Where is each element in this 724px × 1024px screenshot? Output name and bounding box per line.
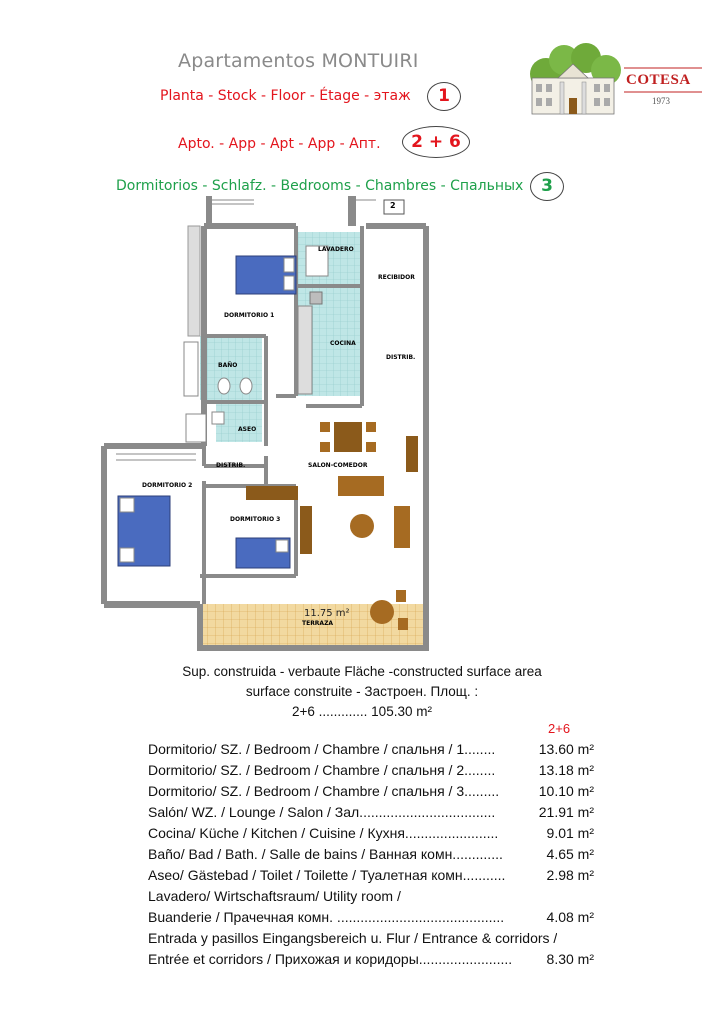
room-distrib-1: DISTRIB. — [386, 354, 416, 361]
summary-line-1: Sup. construida - verbaute Fläche -constructed surface area — [182, 664, 542, 679]
bathtub — [184, 342, 198, 396]
area-value: 4.65 m² — [546, 846, 594, 862]
area-label: Salón/ WZ. / Lounge / Salon / Зал................................... — [148, 804, 496, 820]
area-row — [148, 741, 594, 757]
summary-total: 2+6 ............. 105.30 m² — [292, 704, 432, 719]
room-distrib-2: DISTRIB. — [216, 462, 246, 469]
area-label: Buanderie / Прачечная комн. ........................................... — [148, 909, 505, 925]
area-row — [148, 867, 594, 883]
apt-label: Apto. - App - Apt - App - Апт. — [178, 136, 381, 152]
room-dormitorio-1: DORMITORIO 1 — [224, 312, 275, 319]
area-value: 10.10 m² — [538, 783, 594, 799]
area-row — [148, 825, 594, 841]
room-dormitorio-2: DORMITORIO 2 — [142, 482, 193, 489]
page-title: Apartamentos MONTUIRI — [178, 50, 419, 72]
area-label: Aseo/ Gästebad / Toilet / Toilette / Туалетная комн........... — [148, 867, 506, 883]
room-aseo: ASEO — [238, 426, 257, 433]
cotesa-logo — [524, 40, 704, 120]
area-row — [148, 846, 594, 862]
terrace-area: 11.75 m² — [304, 608, 350, 619]
door-number: 2 — [390, 201, 396, 210]
area-value: 9.01 m² — [546, 825, 594, 841]
floor-badge: 1 — [427, 82, 461, 111]
dining-table — [334, 422, 362, 452]
bedrooms-badge: 3 — [530, 172, 564, 201]
terrace-table — [370, 600, 394, 624]
kitchen-counter — [298, 306, 312, 394]
area-row — [148, 762, 594, 778]
floor-plan-drawing — [96, 196, 432, 654]
area-label: Cocina/ Küche / Kitchen / Cuisine / Кухня........................ — [148, 825, 499, 841]
area-label: Lavadero/ Wirtschaftsraum/ Utility room / — [148, 888, 401, 904]
room-dormitorio-3: DORMITORIO 3 — [230, 516, 281, 523]
summary-line-2: surface construite - Застроен. Площ. : — [245, 684, 479, 699]
area-row-entrance-1 — [148, 930, 594, 946]
logo-brand: COTESA — [626, 72, 691, 88]
apt-tag: 2+6 — [548, 721, 571, 736]
area-row — [148, 783, 594, 799]
sideboard — [406, 436, 418, 472]
room-recibidor: RECIBIDOR — [378, 274, 415, 281]
area-label: Entrée et corridors / Прихожая и коридоры........................ — [148, 951, 513, 967]
area-row-utility-2 — [148, 909, 594, 925]
room-salon-comedor: SALON-COMEDOR — [308, 462, 368, 469]
area-value: 4.08 m² — [546, 909, 594, 925]
coffee-table — [350, 514, 374, 538]
area-label: Entrada y pasillos Eingangsbereich u. Flur / Entrance & corridors / — [148, 930, 558, 946]
area-value: 8.30 m² — [546, 951, 594, 967]
area-value: 13.60 m² — [538, 741, 594, 757]
area-label: Dormitorio/ SZ. / Bedroom / Chambre / спальня / 3......... — [148, 783, 500, 799]
floor-label: Planta - Stock - Floor - Étage - этаж — [160, 88, 411, 104]
area-label: Dormitorio/ SZ. / Bedroom / Chambre / спальня / 1........ — [148, 741, 496, 757]
apt-badge: 2 + 6 — [402, 126, 470, 158]
sofa-side — [394, 506, 410, 548]
area-row — [148, 804, 594, 820]
wardrobe — [300, 506, 312, 554]
room-bano: BAÑO — [218, 362, 238, 369]
area-value: 21.91 m² — [538, 804, 594, 820]
room-terraza: TERRAZA — [302, 620, 334, 627]
area-label: Baño/ Bad / Bath. / Salle de bains / Ванная комн............. — [148, 846, 503, 862]
room-cocina: COCINA — [330, 340, 356, 347]
logo-year: 1973 — [652, 96, 670, 106]
area-row-entrance-2 — [148, 951, 594, 967]
area-value: 2.98 m² — [546, 867, 594, 883]
area-label: Dormitorio/ SZ. / Bedroom / Chambre / спальня / 2........ — [148, 762, 496, 778]
sofa — [338, 476, 384, 496]
area-row-utility-1 — [148, 888, 594, 904]
floor-plan — [96, 196, 432, 654]
area-value: 13.18 m² — [538, 762, 594, 778]
wardrobe — [246, 486, 298, 500]
room-lavadero: LAVADERO — [318, 246, 354, 253]
bedrooms-label: Dormitorios - Schlafz. - Bedrooms - Chambres - Спальных — [116, 178, 524, 194]
